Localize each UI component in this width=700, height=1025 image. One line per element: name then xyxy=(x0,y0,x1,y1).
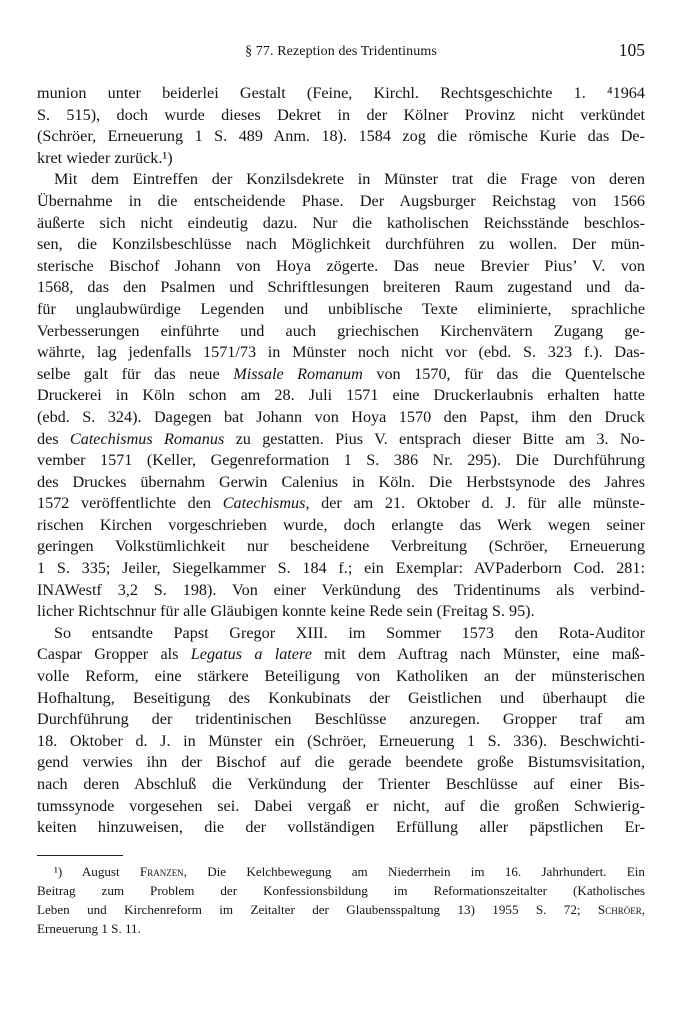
footnote-line xyxy=(37,862,645,881)
author-name: Franzen xyxy=(139,864,184,879)
text-line xyxy=(37,493,645,515)
text-segment: selbe galt für das neue xyxy=(37,364,234,383)
footnote-line: Erneuerung 1 S. 11. xyxy=(37,921,141,936)
text-line: S. 515), doch wurde dieses Dekret in der Kölner Provinz nicht verkündet xyxy=(37,105,645,124)
text-line: INAWestf 3,2 S. 198). Von einer Verkündung des Tridentinums als verbind- xyxy=(37,580,645,599)
text-line: Verbesserungen einführte und auch griechischen Kirchenvätern Zugang ge- xyxy=(37,321,645,340)
text-segment: , der am 21. Oktober d. J. für alle münste- xyxy=(305,494,645,513)
text-line: licher Richtschnur für alle Gläubigen konnte keine Rede sein (Freitag S. 95). xyxy=(37,602,535,621)
text-segment: von 1570, für das die Quentelsche xyxy=(362,364,646,383)
footnote-line: Beitrag zum Problem der Konfessionsbildung im Reformationszeitalter (Katholisches xyxy=(37,883,645,898)
main-text xyxy=(37,83,645,839)
italic-title: Catechismus Romanus xyxy=(69,429,225,448)
running-header xyxy=(37,40,645,64)
text-line: gend verwies ihn der Bischof auf die gerade beendete große Bistumsvisitation, xyxy=(37,753,645,772)
text-line: kret wieder zurück.¹) xyxy=(37,148,173,167)
text-line xyxy=(37,364,645,386)
text-line: (Schröer, Erneuerung 1 S. 489 Anm. 18). 1584 zog die römische Kurie das De- xyxy=(37,127,645,146)
text-line: (ebd. S. 324). Dagegen bat Johann von Hoya 1570 den Papst, ihm den Druck xyxy=(37,407,645,426)
text-line: 18. Oktober d. J. in Münster ein (Schröer, Erneuerung 1 S. 336). Beschwichti- xyxy=(37,731,645,750)
text-segment: Caspar Gropper als xyxy=(37,645,191,664)
text-line: für unglaubwürdige Legenden und unbiblische Texte eliminierte, sprachliche xyxy=(37,299,645,318)
text-line: sen, die Konzilsbeschlüsse nach Möglichkeit durchführen zu wollen. Der mün- xyxy=(37,235,645,254)
footnote xyxy=(37,862,645,938)
author-name: Schröer xyxy=(597,902,642,917)
text-line: geringen Volkstümlichkeit nur bescheidene Verbreitung (Schröer, Erneuerung xyxy=(37,537,645,556)
italic-title: Catechismus xyxy=(222,494,306,513)
text-segment: zu gestatten. Pius V. entsprach dieser Bitte am 3. No- xyxy=(224,429,645,448)
italic-title: Legatus a latere xyxy=(190,645,312,664)
text-segment: 1572 veröffentlichte den xyxy=(37,494,223,513)
text-line: volle Reform, eine stärkere Beteiligung von Katholiken an der münsterischen xyxy=(37,667,645,686)
text-line: munion unter beiderlei Gestalt (Feine, Kirchl. Rechtsgeschichte 1. ⁴1964 xyxy=(37,84,645,102)
text-line xyxy=(37,429,645,451)
footnote-line xyxy=(37,900,645,919)
text-line: Übernahme in die entscheidende Phase. Der Augsburger Reichstag von 1566 xyxy=(37,191,645,210)
text-line: währte, lag jedenfalls 1571/73 in Münster noch nicht vor (ebd. S. 323 f.). Das- xyxy=(37,343,645,362)
text-line: Hofhaltung, Beseitigung des Konkubinats der Geistlichen und überhaupt die xyxy=(37,688,645,707)
text-segment: Leben und Kirchenreform im Zeitalter der Glaubensspaltung 13) 1955 S. 72; xyxy=(37,902,598,917)
text-line: tumssynode vorgesehen sei. Dabei vergaß er nicht, auf die großen Schwierig- xyxy=(37,796,645,815)
text-line: nach deren Abschluß die Verkündung der Trienter Beschlüsse auf einer Bis- xyxy=(37,775,645,793)
text-line: Mit dem Eintreffen der Konzilsdekrete in Münster trat die Frage von deren xyxy=(54,170,645,189)
text-segment: , xyxy=(641,902,645,917)
text-line: 1 S. 335; Jeiler, Siegelkammer S. 184 f.; ein Exemplar: AVPaderborn Cod. 281: xyxy=(37,559,645,578)
text-line: Durchführung der tridentinischen Beschlüsse anzuregen. Gropper traf am xyxy=(37,710,645,729)
text-line: Druckerei in Köln schon am 28. Juli 1571 eine Druckerlaubnis erhalten hatte xyxy=(37,386,645,405)
text-segment: des xyxy=(37,429,70,448)
italic-title: Missale Romanum xyxy=(233,364,363,383)
footnote-separator xyxy=(37,855,123,856)
text-segment: mit dem Auftrag nach Münster, eine maß- xyxy=(311,645,645,664)
text-segment: , Die Kelchbewegung am Niederrhein im 16. Jahrhundert. Ein xyxy=(183,864,645,879)
text-line: keiten hinzuweisen, die der vollständigen Erfüllung aller päpstlichen Er- xyxy=(37,818,645,837)
text-segment: ¹) August xyxy=(54,864,140,879)
text-line: 1568, das den Psalmen und Schriftlesungen breiteren Raum zugestand und da- xyxy=(37,278,645,297)
text-line: des Druckes übernahm Gerwin Calenius in Köln. Die Herbstsynode des Jahres xyxy=(37,472,645,491)
text-line: sterische Bischof Johann von Hoya zögerte. Das neue Brevier Pius’ V. von xyxy=(37,256,645,275)
text-line: äußerte sich nicht eindeutig dazu. Nur die katholischen Reichsstände beschlos- xyxy=(37,213,645,232)
text-line: rischen Kirchen vorgeschrieben wurde, doch erlangte das Werk wegen seiner xyxy=(37,515,645,534)
text-line xyxy=(37,644,645,666)
running-title: § 77. Rezeption des Tridentinums xyxy=(245,44,437,59)
text-line: vember 1571 (Keller, Gegenreformation 1 S. 386 Nr. 295). Die Durchführung xyxy=(37,451,645,470)
page-number: 105 xyxy=(618,40,645,60)
text-line: So entsandte Papst Gregor XIII. im Sommer 1573 den Rota-Auditor xyxy=(54,623,645,642)
